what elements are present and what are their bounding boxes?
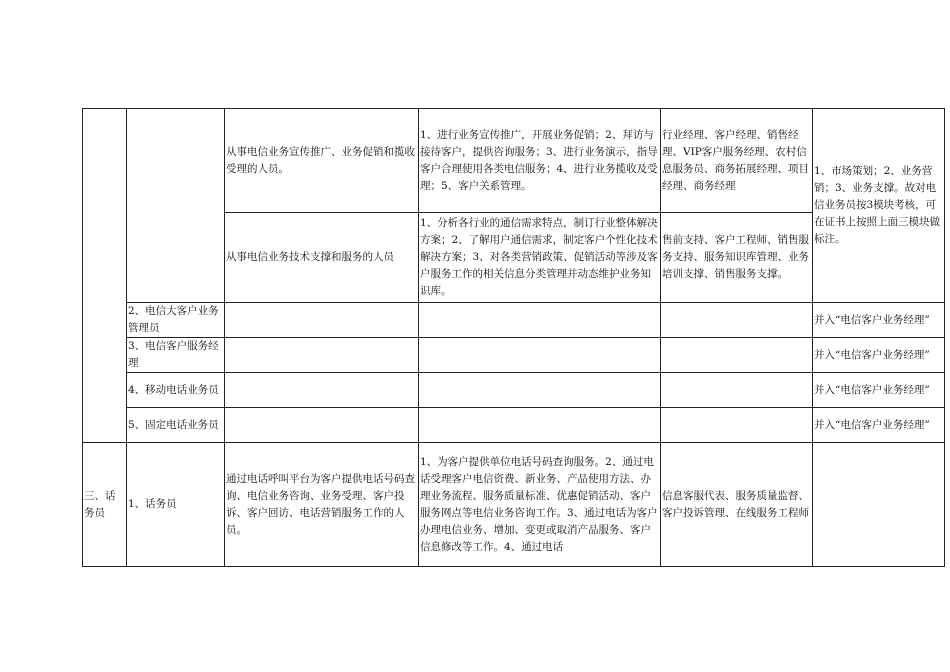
remark-cell: 并入“电信客户业务经理” [813, 303, 945, 338]
subcategory-cell: 1、话务员 [127, 443, 225, 567]
tasks-cell: 1、为客户提供单位电话号码查询服务。2、通过电话受理客户电信资费、新业务、产品使用方法、办理业务流程、服务质量标准、优惠促销活动、客户服务网点等电信业务咨询工作。3、通过电话为客户办理电信业务、增加、变更或取消产品服务、客户信息修改等工作。4、通过电话 [419, 443, 661, 567]
table-row [83, 443, 945, 567]
description-cell: 从事电信业务技术支撑和服务的人员 [225, 213, 419, 303]
table-row [83, 408, 945, 443]
remark-cell: 并入“电信客户业务经理” [813, 373, 945, 408]
description-cell: 从事电信业务宣传推广、业务促销和揽收受理的人员。 [225, 109, 419, 213]
remark-cell [813, 443, 945, 567]
positions-cell: 售前支持、客户工程师、销售服务支持、服务知识库管理、业务培训支撑、销售服务支撑。 [661, 213, 813, 303]
description-cell [225, 338, 419, 373]
subcategory-cell: 3、电信客户服务经理 [127, 338, 225, 373]
subcategory-cell [127, 109, 225, 303]
tasks-cell [419, 408, 661, 443]
positions-cell [661, 338, 813, 373]
remark-cell: 并入“电信客户业务经理” [813, 338, 945, 373]
subcategory-cell: 5、固定电话业务员 [127, 408, 225, 443]
positions-cell: 行业经理、客户经理、销售经理、VIP客户服务经理、农村信息服务员、商务拓展经理、项目经理、商务经理 [661, 109, 813, 213]
description-cell: 通过电话呼叫平台为客户提供电话号码查询、电信业务咨询、业务受理、客户投诉、客户回访、电话营销服务工作的人员。 [225, 443, 419, 567]
tasks-cell [419, 373, 661, 408]
table-row [83, 373, 945, 408]
tasks-cell: 1、分析各行业的通信需求特点，制订行业整体解决方案；2、了解用户通信需求，制定客户个性化技术解决方案；3、对各类营销政策、促销活动等涉及客户服务工作的相关信息分类管理并动态维护业务知识库。 [419, 213, 661, 303]
subcategory-cell: 4、移动电话业务员 [127, 373, 225, 408]
subcategory-cell: 2、电信大客户业务管理员 [127, 303, 225, 338]
remark-cell: 并入“电信客户业务经理” [813, 408, 945, 443]
category-cell: 三、话务员 [83, 443, 127, 567]
description-cell [225, 303, 419, 338]
table-row [83, 338, 945, 373]
table-row [83, 303, 945, 338]
positions-cell: 信息客服代表、服务质量监督、客户投诉管理、在线服务工程师 [661, 443, 813, 567]
tasks-cell [419, 303, 661, 338]
description-cell [225, 373, 419, 408]
positions-cell [661, 373, 813, 408]
tasks-cell [419, 338, 661, 373]
table-row [83, 109, 945, 213]
positions-cell [661, 408, 813, 443]
category-cell [83, 109, 127, 443]
remark-cell: 1、市场策划；2、业务营销；3、业务支撑。故对电信业务员按3模块考核，可在证书上按照上面三模块做标注。 [813, 109, 945, 303]
tasks-cell: 1、进行业务宣传推广，开展业务促销；2、拜访与接待客户，提供咨询服务；3、进行业务演示，指导客户合理使用各类电信服务；4、进行业务揽收及受理；5、客户关系管理。 [419, 109, 661, 213]
description-cell [225, 408, 419, 443]
positions-cell [661, 303, 813, 338]
occupation-table [82, 108, 945, 567]
